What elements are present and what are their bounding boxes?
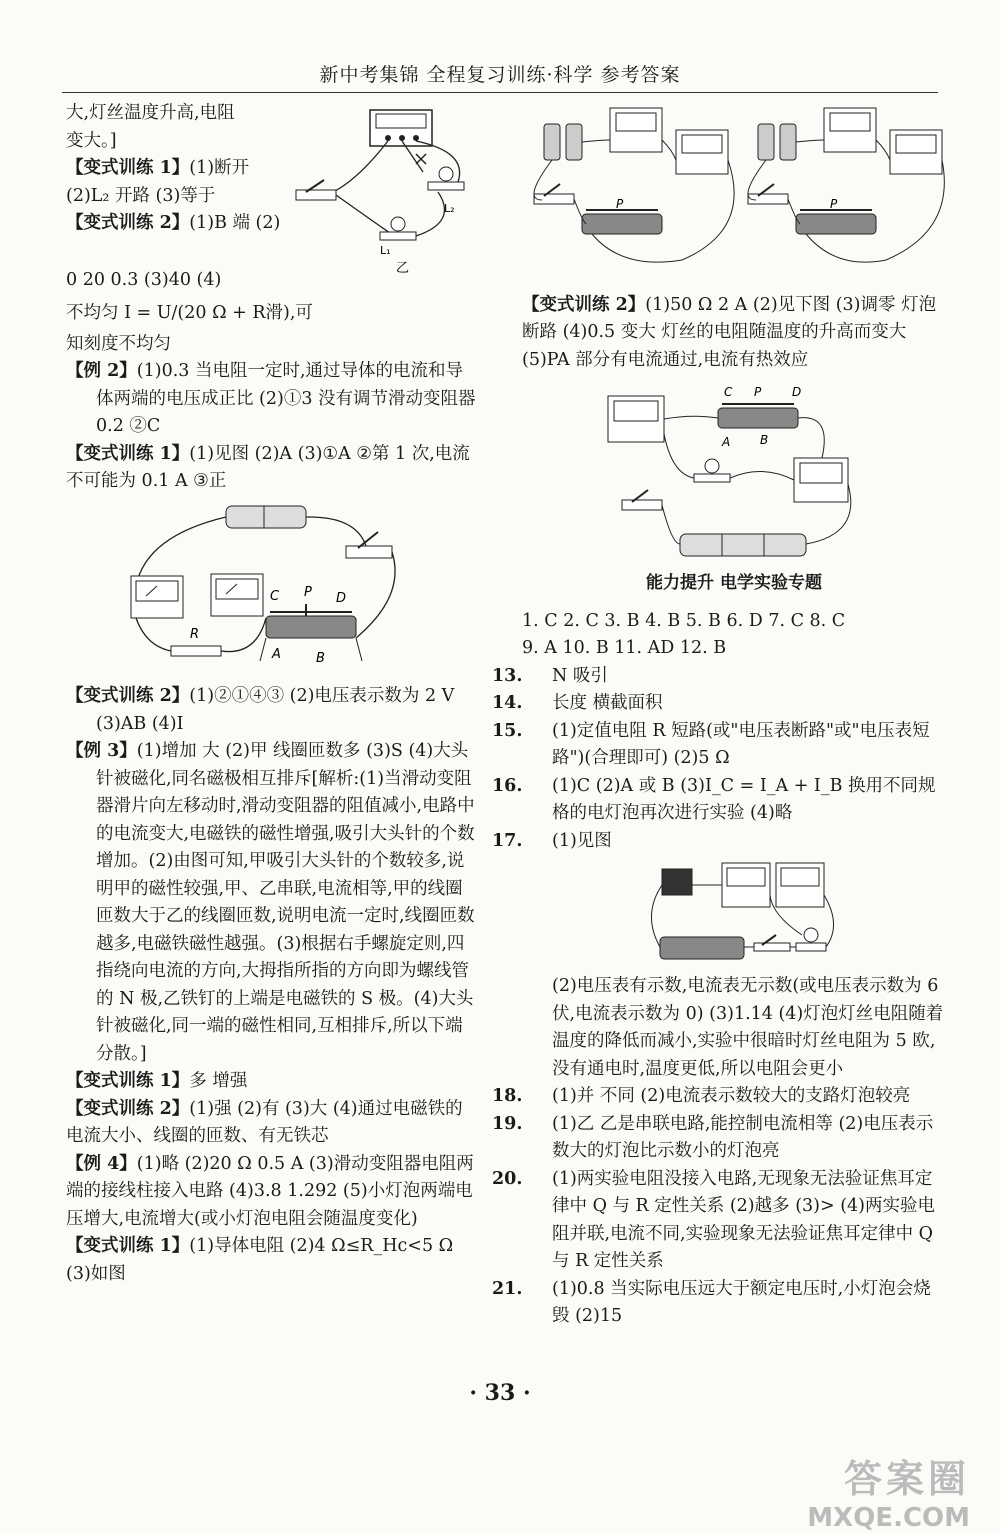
multiple-choice-2: 9. A 10. B 11. AD 12. B [522,638,727,658]
answer-text: 长度 横截面积 [552,693,663,713]
example-2-variant-2-text: (1)②①④③ (2)电压表示数为 2 V (3)AB (4)I [96,686,455,734]
right-column [492,100,946,1331]
example-4-variant-1-label: 【变式训练 1】 [66,1236,190,1256]
example-3-variant-1-label: 【变式训练 1】 [66,1071,190,1091]
answer-number: 19. [492,1113,523,1134]
example-2-text: (1)0.3 当电阻一定时,通过导体的电流和导体两端的电压成正比 (2)①3 没有调节滑动变阻器 0.2 ②C [96,361,476,436]
example-3-variant-1-text: 多 增强 [189,1071,248,1091]
circuit-figure-top [522,100,946,272]
example-3-label: 【例 3】 [66,741,137,761]
example-3 [66,738,478,1068]
right-fig-a: A [722,435,731,449]
example-4-variant-1-text: (1)导体电阻 (2)4 Ω≤R_Hc<5 Ω (3)如图 [66,1236,454,1284]
section-title: 能力提升 电学实验专题 [646,573,822,593]
example-4 [66,1151,478,1234]
variant-1-text: (1)断开 [189,158,250,178]
variant-2-label: 【变式训练 2】 [66,213,190,233]
right-fig-b: B [760,433,769,447]
right-variant-2-label: 【变式训练 2】 [522,294,646,315]
circuit-figure-2 [66,496,478,674]
right-fig-c: C [724,385,733,399]
variant-2-text: (1)B 端 (2) [189,213,281,233]
right-variant-2-text: (1)50 Ω 2 A (2)见下图 (3)调零 灯泡断路 (4)0.5 变大 灯丝的电阻随温度的升高而变大 (5)PA 部分有电流通过,电流有热效应 [522,294,937,370]
right-fig-d: D [792,385,802,399]
answer-text: (1)并 不同 (2)电流表示数较大的支路灯泡较亮 [552,1086,911,1106]
variant-2-line-4: 知刻度不均匀 [66,333,171,354]
fig2-label-c: C [270,588,280,604]
example-4-variant-1 [66,1233,478,1288]
example-3-variant-2 [66,1096,478,1151]
variant-1-label: 【变式训练 1】 [66,158,190,178]
answer-item [492,773,946,828]
figure-label-l1: L₁ [380,244,391,257]
figure-label-l2: L₂ [444,202,455,215]
circuit-figure-17 [522,855,946,973]
answer-number: 16. [492,775,523,796]
intro-line-1: 大,灯丝温度升高,电阻 [66,103,235,123]
example-2 [66,358,478,441]
example-3-variant-2-text: (1)强 (2)有 (3)大 (4)通过电磁铁的电流大小、线圈的匝数、有无铁芯 [66,1098,463,1146]
answer-text: N 吸引 [552,665,608,686]
left-top-block [66,100,478,274]
example-4-label: 【例 4】 [66,1153,137,1174]
fig2-label-r: R [190,626,200,642]
circuit-right [748,108,944,262]
fig2-label-b: B [316,650,325,666]
example-2-label: 【例 2】 [66,361,137,381]
variant-1-line [66,155,286,183]
right-variant-2 [522,292,946,375]
answer-number: 21. [492,1278,523,1299]
left-column [66,100,478,1288]
example-2-variant-2-label: 【变式训练 2】 [66,686,190,706]
answer-number: 13. [492,665,523,686]
figure-label-yi: 乙 [396,261,410,274]
page-number: · 33 · [469,1380,531,1406]
answer-text: (1)乙 乙是串联电路,能控制电流相等 (2)电压表示数大的灯泡比示数小的灯泡亮 [552,1113,934,1161]
answer-text: (1)C (2)A 或 B (3)I_C = I_A + I_B 换用不同规格的电灯泡再次进行实验 (4)略 [552,775,936,823]
answer-text: (1)见图 [552,830,612,851]
circuit-left [534,108,734,262]
answer-text: (1)0.8 当实际电压远大于额定电压时,小灯泡会烧毁 (2)15 [552,1278,931,1326]
answer-item [492,718,946,773]
answer-list-1 [492,663,946,856]
multiple-choice-1: 1. C 2. C 3. B 4. B 5. B 6. D 7. C 8. C [522,610,846,631]
example-3-variant-2-label: 【变式训练 2】 [66,1098,190,1119]
example-3-text: (1)增加 大 (2)甲 线圈匝数多 (3)S (4)大头针被磁化,同名磁极相互排斥[解析:(1)当滑动变阻器滑片向左移动时,滑动变阻器的阻值减小,电路中的电流变大,电磁铁的磁性增强,吸引大头针的个数增加。(2)由图可知,甲吸引大头针的个数较多,说明甲的磁性较强,甲、乙串联,电流相等,甲的线圈匝数大于乙的线圈匝数,说明电流一定时,线圈匝数越多,电磁铁磁性越强。(3)根据右手螺旋定则,四指绕向电流的方向,大拇指所指的方向即为螺线管的 N 极,乙铁钉的上端是电磁铁的 S 极。(4)大头针被磁化,同一端的磁性相同,互相排斥,所以下端分散。] [96,741,475,1064]
example-4-text: (1)略 (2)20 Ω 0.5 A (3)滑动变阻器电阻两端的接线柱接入电路 (4)3.8 1.292 (5)小灯泡两端电压增大,电流增大(或小灯泡电阻会随温度变化) [66,1153,474,1229]
circuit-figure-right [522,374,946,564]
circuit-figure-yi [288,102,480,274]
answer-item [492,828,946,856]
top-fig-p2: P [830,197,838,211]
example-3-variant-1 [66,1068,478,1096]
watermark-url: MXQE.COM [807,1503,970,1533]
answer-item [492,690,946,718]
answer-number: 17. [492,830,523,851]
answer-number: 15. [492,720,523,741]
example-2-variant-2 [66,683,478,738]
variant-2-line [66,210,286,238]
answer-item [492,1111,946,1166]
answer-item [492,663,946,691]
header-rule [62,92,938,93]
example-2-variant-1-text: (1)见图 (2)A (3)①A ②第 1 次,电流不可能为 0.1 A ③正 [66,443,470,491]
answer-number: 14. [492,693,523,713]
answer-item [492,1083,946,1111]
answer-list-2 [492,1083,946,1331]
fig2-label-a: A [272,646,281,662]
answer-item [492,1276,946,1331]
answer-17-continued: (2)电压表有示数,电流表无示数(或电压表示数为 6 伏,电流表示数为 0) (3)1.14 (4)灯泡灯丝电阻随着温度的降低而减小,实验中很暗时灯丝电阻为 5 欧,没有通电时,温度更低,所以电阻会更小 [552,976,944,1079]
example-2-variant-1 [66,441,478,496]
page-header: 新中考集锦 全程复习训练·科学 参考答案 [319,64,681,86]
answer-text: (1)两实验电阻没接入电路,无现象无法验证焦耳定律中 Q 与 R 定性关系 (2)越多 (3)> (4)两实验电阻并联,电流不同,实验现象无法验证焦耳定律中 Q 与 R 定性关系 [552,1168,935,1271]
top-fig-p1: P [616,197,624,211]
watermark [807,1448,970,1533]
right-fig-p: P [754,385,762,399]
answer-text: (1)定值电阻 R 短路(或"电压表断路"或"电压表短路")(合理即可) (2)5 Ω [552,720,930,768]
watermark-logo: 答案圈 [843,1457,970,1501]
variant-2-line-3: 不均匀 I = U/(20 Ω + R滑),可 [66,302,313,323]
fig2-label-d: D [336,590,347,606]
answer-number: 18. [492,1086,523,1106]
fig2-label-p: P [304,584,312,600]
variant-2-line-2: 0 20 0.3 (3)40 (4) [66,270,222,290]
example-2-variant-1-label: 【变式训练 1】 [66,443,190,464]
answer-number: 20. [492,1168,523,1189]
answer-item [492,1166,946,1276]
intro-line-2: 变大。] [66,130,117,151]
variant-1-line-2: (2)L₂ 开路 (3)等于 [66,185,216,206]
